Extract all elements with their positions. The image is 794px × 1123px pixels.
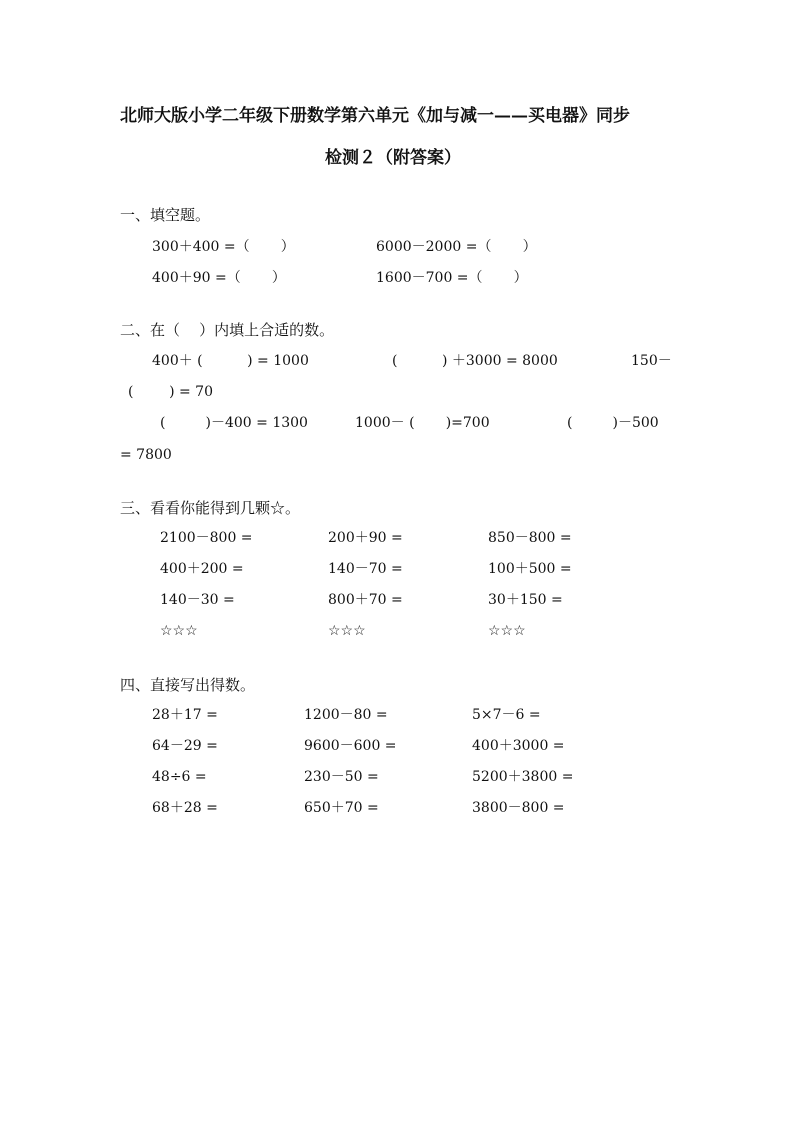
section-2-heading: 二、在（ ）内填上合适的数。	[120, 321, 335, 339]
calc-question: 140－30 =	[160, 592, 235, 608]
calc-question: 230－50 =	[304, 769, 379, 785]
parenthesis-question-continued: = 7800	[120, 447, 172, 463]
star-rating: ☆☆☆	[328, 623, 366, 639]
parenthesis-question: ( ) ＋3000 = 8000	[392, 353, 558, 369]
calc-question: 100＋500 =	[488, 561, 572, 577]
calc-question: 140－70 =	[328, 561, 403, 577]
calc-question: 400＋3000 =	[472, 738, 565, 754]
calc-question: 68＋28 =	[152, 800, 218, 816]
section-3-heading: 三、看看你能得到几颗☆。	[120, 499, 301, 517]
calc-question: 850－800 =	[488, 530, 572, 546]
parenthesis-question: 1000－ ( )=700	[355, 415, 490, 431]
calc-question: 400＋200 =	[160, 561, 244, 577]
parenthesis-question-continued: ( ) = 70	[128, 384, 213, 400]
section-4-heading: 四、直接写出得数。	[120, 676, 256, 694]
parenthesis-question: ( )－500	[567, 415, 659, 431]
calc-question: 30＋150 =	[488, 592, 563, 608]
calc-question: 200＋90 =	[328, 530, 403, 546]
fill-blank-question: 1600－700 =（ ）	[376, 270, 528, 286]
calc-question: 3800－800 =	[472, 800, 565, 816]
calc-question: 28＋17 =	[152, 707, 218, 723]
calc-question: 2100－800 =	[160, 530, 253, 546]
calc-question: 48÷6 =	[152, 769, 207, 785]
calc-question: 5×7－6 =	[472, 707, 541, 723]
parenthesis-question: 150－	[631, 353, 672, 369]
parenthesis-question: ( )－400 = 1300	[160, 415, 308, 431]
parenthesis-question: 400＋ ( ) = 1000	[152, 353, 309, 369]
calc-question: 9600－600 =	[304, 738, 397, 754]
fill-blank-question: 300＋400 =（ ）	[152, 239, 295, 255]
calc-question: 650＋70 =	[304, 800, 379, 816]
calc-question: 800＋70 =	[328, 592, 403, 608]
calc-question: 5200＋3800 =	[472, 769, 574, 785]
document-title-line-2: 检测２（附答案）	[325, 148, 461, 168]
star-rating: ☆☆☆	[160, 623, 198, 639]
fill-blank-question: 400＋90 =（ ）	[152, 270, 286, 286]
calc-question: 64－29 =	[152, 738, 218, 754]
calc-question: 1200－80 =	[304, 707, 388, 723]
star-rating: ☆☆☆	[488, 623, 526, 639]
fill-blank-question: 6000－2000 =（ ）	[376, 239, 537, 255]
document-title-line-1: 北师大版小学二年级下册数学第六单元《加与减一——买电器》同步	[120, 106, 630, 126]
section-1-heading: 一、填空题。	[120, 206, 211, 224]
